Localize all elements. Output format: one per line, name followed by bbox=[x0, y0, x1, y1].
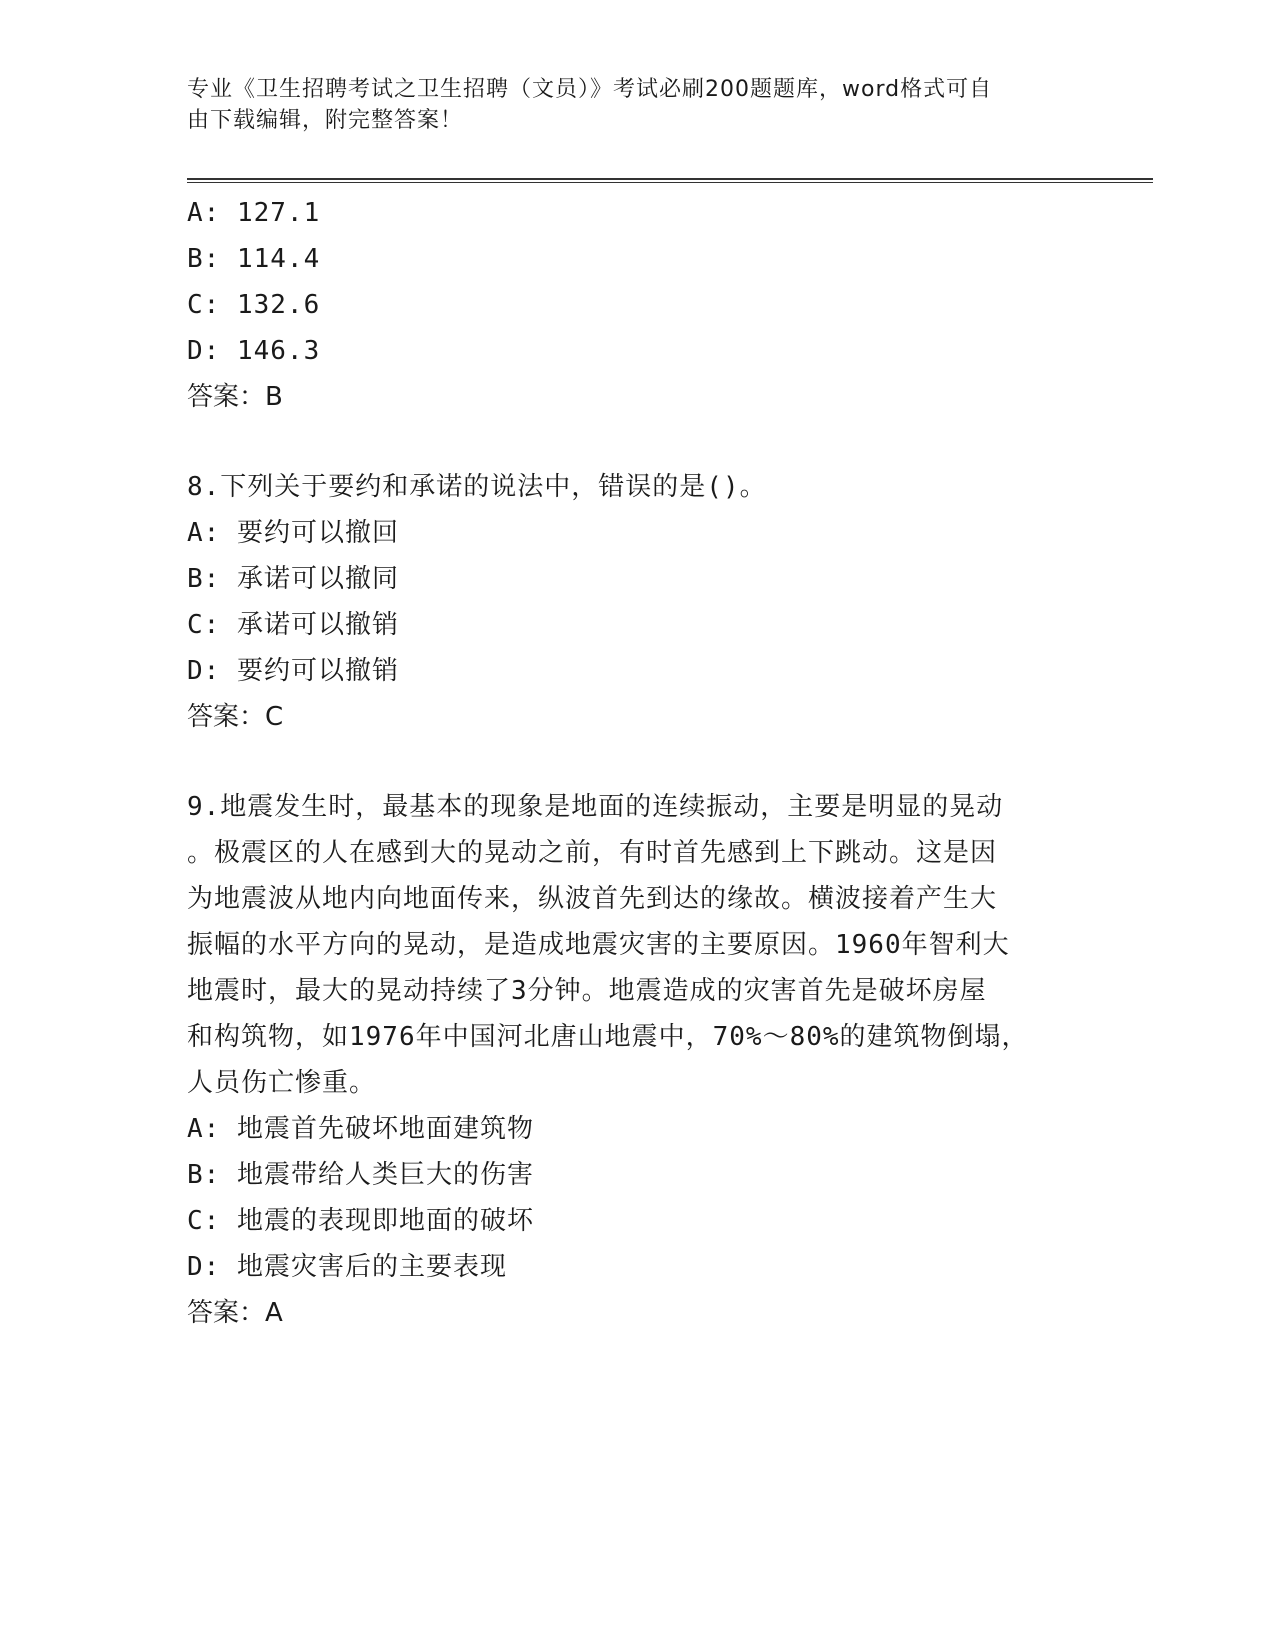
stem-line: 。极震区的人在感到大的晃动之前，有时首先感到上下跳动。这是因 bbox=[187, 838, 998, 868]
option-b: B: 承诺可以撤同 bbox=[187, 564, 399, 594]
stem-line: 为地震波从地内向地面传来，纵波首先到达的缘故。横波接着产生大 bbox=[187, 884, 998, 914]
answer: 答案：A bbox=[187, 1298, 283, 1328]
header-line-1: 专业《卫生招聘考试之卫生招聘（文员）》考试必刷200题题库，word格式可自 bbox=[187, 77, 993, 102]
document-body bbox=[187, 190, 1067, 1336]
question-7 bbox=[187, 190, 1067, 420]
document-header bbox=[187, 74, 1067, 136]
answer: 答案：C bbox=[187, 702, 284, 732]
option-a: A: 地震首先破坏地面建筑物 bbox=[187, 1114, 534, 1144]
stem-line: 和构筑物，如1976年中国河北唐山地震中，70%～80%的建筑物倒塌， bbox=[187, 1022, 1029, 1052]
option-a: A: 127.1 bbox=[187, 198, 321, 228]
option-d: D: 要约可以撤销 bbox=[187, 656, 399, 686]
option-c: C: 地震的表现即地面的破坏 bbox=[187, 1206, 534, 1236]
header-divider bbox=[187, 178, 1153, 183]
stem-line: 人员伤亡惨重。 bbox=[187, 1068, 377, 1098]
option-b: B: 114.4 bbox=[187, 244, 321, 274]
stem-line: 9.地震发生时，最基本的现象是地面的连续振动，主要是明显的晃动 bbox=[187, 792, 1004, 822]
stem-line: 振幅的水平方向的晃动，是造成地震灾害的主要原因。1960年智利大 bbox=[187, 930, 1010, 960]
header-line-2: 由下载编辑，附完整答案！ bbox=[187, 108, 464, 133]
option-d: D: 146.3 bbox=[187, 336, 321, 366]
option-b: B: 地震带给人类巨大的伤害 bbox=[187, 1160, 534, 1190]
option-c: C: 承诺可以撤销 bbox=[187, 610, 399, 640]
stem-line: 地震时，最大的晃动持续了3分钟。地震造成的灾害首先是破坏房屋 bbox=[187, 976, 987, 1006]
question-stem: 8.下列关于要约和承诺的说法中，错误的是()。 bbox=[187, 472, 767, 502]
question-8 bbox=[187, 464, 1067, 740]
option-a: A: 要约可以撤回 bbox=[187, 518, 399, 548]
answer: 答案：B bbox=[187, 382, 283, 412]
option-d: D: 地震灾害后的主要表现 bbox=[187, 1252, 507, 1282]
question-stem bbox=[187, 784, 1067, 1106]
question-9 bbox=[187, 784, 1067, 1336]
option-c: C: 132.6 bbox=[187, 290, 321, 320]
